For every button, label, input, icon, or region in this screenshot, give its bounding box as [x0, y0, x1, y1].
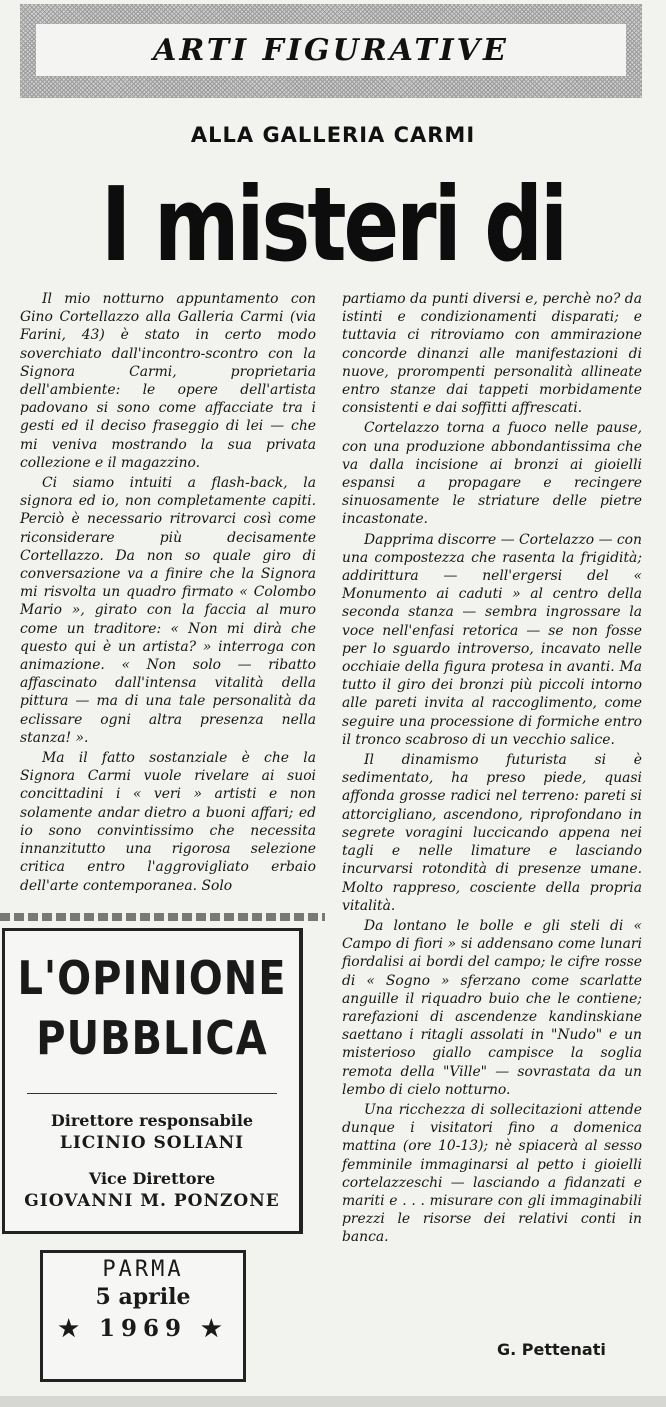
kicker: ALLA GALLERIA CARMI [190, 123, 476, 147]
masthead-title-line1: L'OPINIONE [17, 952, 287, 1006]
section-rubric-box [36, 24, 626, 76]
article-column-left [20, 290, 316, 895]
masthead-box [2, 928, 303, 1234]
date-day-month: 5 aprile [95, 1284, 191, 1310]
masthead-divider [27, 1093, 277, 1094]
date-box [40, 1250, 246, 1382]
decorative-dashed-rule [0, 913, 325, 921]
paragraph: Il mio notturno appuntamento con Gino Cortellazzo alla Galleria Carmi (via Farini, 43) è stato in certo modo soverchiato dall'incontro-scontro con la Signora Carmi, proprietaria dell'ambiente: le opere dell'artista padovano si sono come affacciate tra i gesti ed il deciso fraseggio di lei — che mi veniva mostrando la sua privata collezione e il magazzino. [20, 291, 316, 471]
paragraph: Ci siamo intuiti a flash-back, la signora ed io, non completamente capiti. Perciò è necessario ritrovarci così come riconsiderare più decisamente Cortellazzo. Da non so quale giro di conversazione va a finire che la Signora mi risvolta un quadro firmato « Colombo Mario », girato con la faccia al muro come un traditore: « Non mi dirà che questo qui è un artista? » interroga con animazione. « Non solo — ribatto affascinato dall'intensa vitalità della pittura — ma di una tale personalità da eclissare ogni altra presenza nella stanza! ». [20, 475, 316, 746]
author-signature: G. Pettenati [497, 1340, 606, 1359]
vice-director-name: GIOVANNI M. PONZONE [24, 1191, 280, 1211]
masthead-title [5, 949, 299, 1069]
paragraph: Il dinamismo futurista si è sedimentato, ha preso piede, quasi affonda grosse radici nel terreno: pareti si attorcigliano, ascendono, riprofondano in segrete voragini luccicando appena nei tagli e nelle limature e lasciando incurvarsi rotondità di presenze umane. Molto rappreso, cosciente della propria vitalità. [342, 752, 642, 914]
paragraph: partiamo da punti diversi e, perchè no? da istinti e condizionamenti disparati; e tuttavia ci ritroviamo con ammirazione concorde dinanzi alle manifestazioni di nuove, prorompenti personalità allineate entro stanze dai tappeti morbidamente consistenti e dai soffitti affrescati. [342, 291, 642, 417]
paragraph: Una ricchezza di sollecitazioni attende dunque i visitatori fino a domenica mattina (ore 10-13); nè spiacerà al sesso femminile immaginarsi al petto i gioielli cortelazzeschi — lasciando a fidanzati e mariti e . . . misurare con gli immaginabili prezzi le risorse dei relativi conti in banca. [342, 1101, 642, 1246]
section-rubric: ARTI FIGURATIVE [153, 32, 509, 68]
bottom-edge-strip [0, 1396, 666, 1407]
date-year: ★ 1969 ★ [58, 1315, 228, 1342]
director-role: Direttore responsabile [50, 1111, 254, 1130]
paragraph: Da lontano le bolle e gli steli di « Campo di fiori » si addensano come lunari fiordalisi ai bordi del campo; le cifre rosse di « Sogno » sferzano come scarlatte anguille il riquadro buio che le contiene; rarefazioni di ascendenze kandinskiane saettano i ritagli assolati in "Nudo" e un misterioso giallo campisce la soglia remota della "Ville" — sovrastata da un lembo di cielo notturno. [342, 917, 642, 1098]
date-city-handwritten: PARMA [102, 1257, 184, 1282]
paragraph: Ma il fatto sostanziale è che la Signora Carmi vuole rivelare ai suoi concittadini i « veri » artisti e non solamente andar dietro a buoni affari; ed io sono convintissimo che necessita innanzitutto una rigorosa selezione critica entro l'aggrovigliato erbaio dell'arte contemporanea. Solo [20, 750, 316, 894]
masthead-title-line2: PUBBLICA [36, 1012, 268, 1066]
headline: I misteri di [100, 166, 566, 285]
article-column-right [342, 290, 642, 1247]
paragraph: Dapprima discorre — Cortelazzo — con una compostezza che rasenta la frigidità; addirittura — nell'ergersi del « Monumento ai caduti » al centro della seconda stanza — sembra ingrossare la voce nell'enfasi retorica — se non fosse per lo sguardo introverso, incavato nelle occhiaie della figura protesa in avanti. Ma tutto il giro dei bronzi più piccoli intorno alle pareti invita al raccoglimento, come seguire una processione di formiche entro il tronco scabroso di un vecchio salice. [342, 531, 642, 748]
director-name: LICINIO SOLIANI [59, 1133, 245, 1153]
vice-director-role: Vice Direttore [88, 1169, 216, 1188]
paragraph: Cortelazzo torna a fuoco nelle pause, con una produzione abbondantissima che va dalla incisione ai bronzi ai gioielli espansi a propagare e recingere sinuosamente le striature delle pietre incastonate. [342, 420, 642, 528]
section-rubric-band [20, 4, 642, 98]
